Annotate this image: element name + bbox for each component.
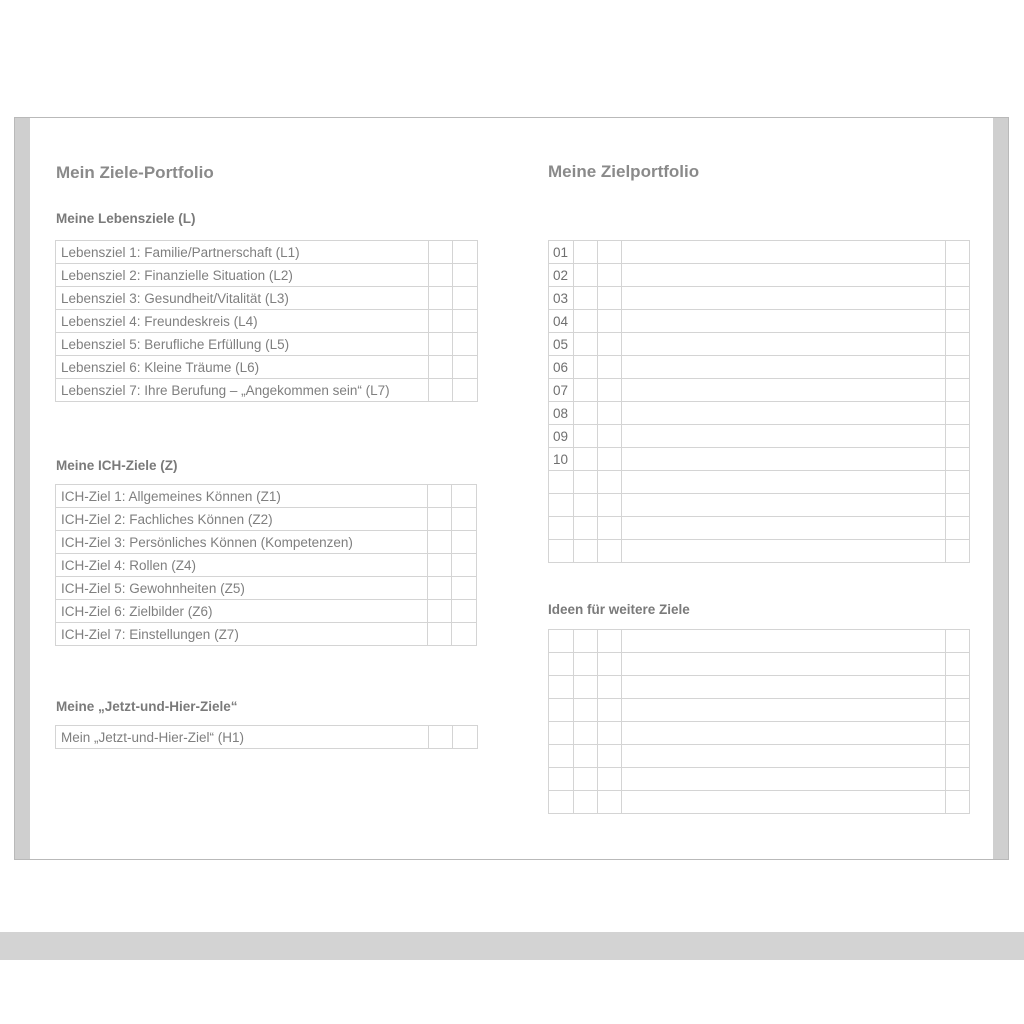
grid-cell[interactable] [574,768,598,791]
grid-cell[interactable] [598,653,622,676]
table-row [56,623,477,646]
goal-entry-cell[interactable] [622,676,946,699]
check-cell[interactable] [452,623,477,646]
goal-label: ICH-Ziel 3: Persönliches Können (Kompetenzen) [56,531,428,554]
table-row [549,310,970,333]
table-row [56,241,478,264]
grid-cell[interactable] [549,745,574,768]
table-row [56,485,477,508]
grid-cell[interactable] [946,425,970,448]
goal-entry-cell[interactable] [622,517,946,540]
check-cell[interactable] [429,287,453,310]
lebensziele-table [55,240,478,402]
table-row [549,517,970,540]
grid-cell[interactable] [574,379,598,402]
row-number: 02 [549,264,574,287]
grid-cell[interactable] [598,791,622,814]
grid-cell[interactable] [574,264,598,287]
goal-entry-cell[interactable] [622,310,946,333]
check-cell[interactable] [453,287,478,310]
table-row [56,554,477,577]
table-row [549,676,970,699]
goal-label: ICH-Ziel 5: Gewohnheiten (Z5) [56,577,428,600]
check-cell[interactable] [429,356,453,379]
grid-cell[interactable] [946,517,970,540]
table-row [549,402,970,425]
goal-entry-cell[interactable] [622,402,946,425]
grid-cell[interactable] [946,653,970,676]
grid-cell[interactable] [574,745,598,768]
grid-cell[interactable] [549,653,574,676]
table-row [549,241,970,264]
grid-cell[interactable] [946,699,970,722]
check-cell[interactable] [428,485,452,508]
check-cell[interactable] [453,264,478,287]
grid-cell[interactable] [574,425,598,448]
goal-label: Lebensziel 6: Kleine Träume (L6) [56,356,429,379]
check-cell[interactable] [428,623,452,646]
grid-cell[interactable] [598,402,622,425]
grid-cell[interactable] [574,356,598,379]
grid-cell[interactable] [574,630,598,653]
table-row [549,745,970,768]
grid-cell[interactable] [598,264,622,287]
ich-ziele-heading: Meine ICH-Ziele (Z) [56,458,178,473]
grid-cell[interactable] [946,722,970,745]
table-row [549,494,970,517]
grid-cell[interactable] [549,630,574,653]
right-page-title: Meine Zielportfolio [548,162,700,181]
check-cell[interactable] [428,508,452,531]
goal-entry-cell[interactable] [622,768,946,791]
table-row [549,791,970,814]
grid-cell[interactable] [574,448,598,471]
grid-cell[interactable] [549,768,574,791]
grid-cell[interactable] [598,425,622,448]
ideen-heading: Ideen für weitere Ziele [548,602,690,617]
grid-cell[interactable] [946,494,970,517]
goal-entry-cell[interactable] [622,448,946,471]
lebensziele-heading: Meine Lebensziele (L) [56,211,196,226]
grid-cell[interactable] [598,540,622,563]
goal-label: ICH-Ziel 6: Zielbilder (Z6) [56,600,428,623]
grid-cell[interactable] [946,379,970,402]
grid-cell[interactable] [574,333,598,356]
grid-cell[interactable] [598,241,622,264]
table-row [549,448,970,471]
grid-cell[interactable] [598,630,622,653]
check-cell[interactable] [429,310,453,333]
grid-cell[interactable] [598,676,622,699]
row-number: 09 [549,425,574,448]
jetzt-ziele-table [55,725,478,749]
grid-cell[interactable] [549,791,574,814]
grid-cell[interactable] [549,722,574,745]
grid-cell[interactable] [946,448,970,471]
grid-cell[interactable] [598,471,622,494]
check-cell[interactable] [428,577,452,600]
grid-cell[interactable] [946,264,970,287]
grid-cell[interactable] [574,791,598,814]
grid-cell[interactable] [946,768,970,791]
row-number: 03 [549,287,574,310]
grid-cell[interactable] [574,540,598,563]
row-number: 05 [549,333,574,356]
grid-cell[interactable] [946,310,970,333]
goal-entry-cell[interactable] [622,356,946,379]
goal-entry-cell[interactable] [622,494,946,517]
ideen-table [548,629,970,814]
check-cell[interactable] [428,554,452,577]
goal-entry-cell[interactable] [622,287,946,310]
table-row [56,264,478,287]
grid-cell[interactable] [574,402,598,425]
grid-cell[interactable] [598,356,622,379]
grid-cell[interactable] [598,517,622,540]
grid-cell[interactable] [946,356,970,379]
goal-entry-cell[interactable] [622,745,946,768]
row-number: 06 [549,356,574,379]
check-cell[interactable] [452,531,477,554]
goal-entry-cell[interactable] [622,333,946,356]
goal-entry-cell[interactable] [622,699,946,722]
table-row [56,310,478,333]
goal-entry-cell[interactable] [622,241,946,264]
grid-cell[interactable] [946,333,970,356]
grid-cell[interactable] [946,745,970,768]
grid-cell[interactable] [598,310,622,333]
right-page-band [993,118,1008,859]
goal-entry-cell[interactable] [622,630,946,653]
table-row [56,287,478,310]
row-number [549,540,574,563]
grid-cell[interactable] [598,699,622,722]
check-cell[interactable] [429,379,453,402]
table-row [56,333,478,356]
check-cell[interactable] [452,554,477,577]
check-cell[interactable] [453,379,478,402]
grid-cell[interactable] [946,630,970,653]
grid-cell[interactable] [549,699,574,722]
grid-cell[interactable] [549,676,574,699]
table-row [56,508,477,531]
grid-cell[interactable] [574,517,598,540]
row-number: 07 [549,379,574,402]
grid-cell[interactable] [574,676,598,699]
check-cell[interactable] [428,600,452,623]
table-row [56,726,478,749]
goal-entry-cell[interactable] [622,264,946,287]
table-row [549,653,970,676]
grid-cell[interactable] [574,310,598,333]
check-cell[interactable] [453,356,478,379]
grid-cell[interactable] [946,471,970,494]
table-row [56,531,477,554]
row-number [549,471,574,494]
goal-entry-cell[interactable] [622,425,946,448]
row-number: 01 [549,241,574,264]
table-row [56,356,478,379]
goal-entry-cell[interactable] [622,653,946,676]
row-number [549,494,574,517]
goal-label: ICH-Ziel 7: Einstellungen (Z7) [56,623,428,646]
table-row [549,768,970,791]
table-row [549,630,970,653]
grid-cell[interactable] [574,722,598,745]
check-cell[interactable] [429,264,453,287]
grid-cell[interactable] [574,653,598,676]
row-number: 08 [549,402,574,425]
table-row [549,425,970,448]
grid-cell[interactable] [574,494,598,517]
grid-cell[interactable] [946,287,970,310]
table-row [549,356,970,379]
table-row [549,699,970,722]
table-row [549,540,970,563]
row-number: 04 [549,310,574,333]
table-row [549,379,970,402]
grid-cell[interactable] [598,768,622,791]
check-cell[interactable] [453,726,478,749]
check-cell[interactable] [453,333,478,356]
grid-cell[interactable] [574,287,598,310]
check-cell[interactable] [452,600,477,623]
table-row [56,577,477,600]
left-page-band [15,118,30,859]
goal-entry-cell[interactable] [622,722,946,745]
grid-cell[interactable] [946,241,970,264]
goal-label: ICH-Ziel 1: Allgemeines Können (Z1) [56,485,428,508]
jetzt-ziele-heading: Meine „Jetzt-und-Hier-Ziele“ [56,699,238,714]
check-cell[interactable] [453,241,478,264]
goal-label: Mein „Jetzt-und-Hier-Ziel“ (H1) [56,726,429,749]
grid-cell[interactable] [946,791,970,814]
row-number: 10 [549,448,574,471]
check-cell[interactable] [429,333,453,356]
ich-ziele-table [55,484,477,646]
table-row [56,600,477,623]
table-row [549,264,970,287]
grid-cell[interactable] [574,471,598,494]
row-number [549,517,574,540]
grid-cell[interactable] [574,699,598,722]
goal-entry-cell[interactable] [622,540,946,563]
goal-label: ICH-Ziel 2: Fachliches Können (Z2) [56,508,428,531]
goal-entry-cell[interactable] [622,791,946,814]
check-cell[interactable] [428,531,452,554]
grid-cell[interactable] [598,287,622,310]
goal-label: Lebensziel 5: Berufliche Erfüllung (L5) [56,333,429,356]
goal-label: Lebensziel 2: Finanzielle Situation (L2) [56,264,429,287]
grid-cell[interactable] [598,448,622,471]
table-row [549,333,970,356]
grid-cell[interactable] [574,241,598,264]
goal-label: Lebensziel 4: Freundeskreis (L4) [56,310,429,333]
goal-label: Lebensziel 7: Ihre Berufung – „Angekommen sein“ (L7) [56,379,429,402]
goal-entry-cell[interactable] [622,471,946,494]
grid-cell[interactable] [598,722,622,745]
grid-cell[interactable] [598,745,622,768]
goal-label: ICH-Ziel 4: Rollen (Z4) [56,554,428,577]
table-row [549,722,970,745]
grid-cell[interactable] [946,402,970,425]
grid-cell[interactable] [946,676,970,699]
check-cell[interactable] [452,485,477,508]
check-cell[interactable] [452,508,477,531]
goal-label: Lebensziel 1: Familie/Partnerschaft (L1) [56,241,429,264]
table-row [56,379,478,402]
check-cell[interactable] [453,310,478,333]
goal-label: Lebensziel 3: Gesundheit/Vitalität (L3) [56,287,429,310]
grid-cell[interactable] [598,333,622,356]
check-cell[interactable] [452,577,477,600]
check-cell[interactable] [429,726,453,749]
grid-cell[interactable] [598,494,622,517]
grid-cell[interactable] [598,379,622,402]
left-page-title: Mein Ziele-Portfolio [56,163,214,182]
zielportfolio-table [548,240,970,563]
bottom-gray-band [0,932,1024,960]
goal-entry-cell[interactable] [622,379,946,402]
table-row [549,471,970,494]
table-row [549,287,970,310]
check-cell[interactable] [429,241,453,264]
grid-cell[interactable] [946,540,970,563]
